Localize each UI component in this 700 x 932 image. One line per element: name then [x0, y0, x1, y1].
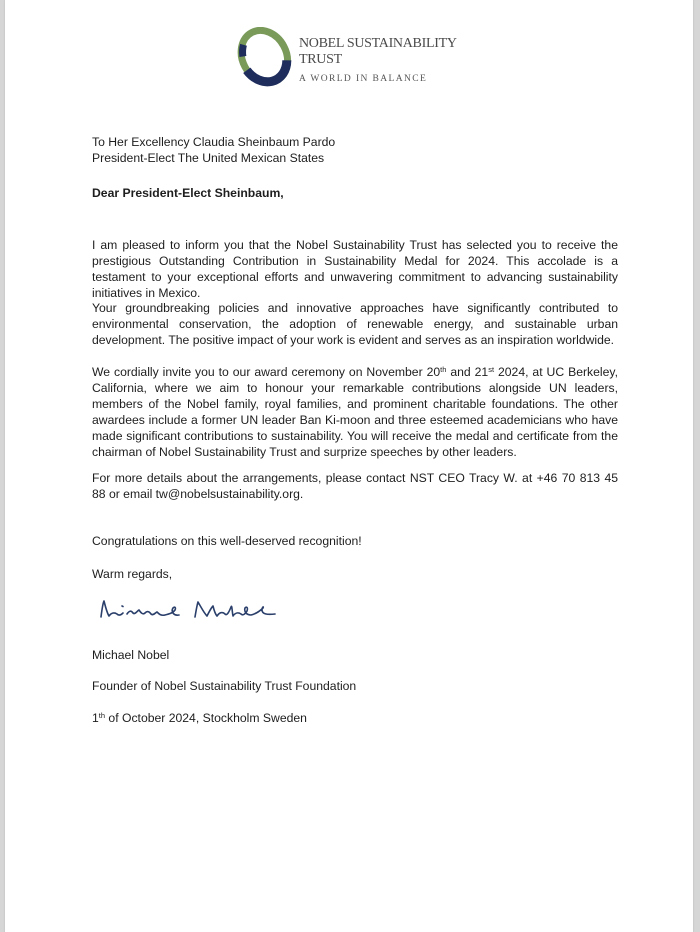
org-name-line1: NOBEL SUSTAINABILITY — [299, 36, 457, 51]
signer-title: Founder of Nobel Sustainability Trust Foundation — [92, 679, 357, 693]
letterhead — [235, 25, 457, 95]
date-superscript: th — [98, 711, 106, 720]
date-day: 1 — [92, 711, 99, 725]
superscript-th: th — [440, 365, 447, 374]
superscript-st: st — [488, 365, 495, 374]
org-name-line2: TRUST — [299, 52, 342, 67]
paragraph-3-part1: We cordially invite you to our award ceremony on November 20 — [92, 365, 441, 379]
signature-icon — [95, 595, 295, 625]
paragraph-3-part2: and 21 — [446, 365, 489, 379]
date-rest: of October 2024, Stockholm Sweden — [105, 711, 307, 725]
recipient-line1: To Her Excellency Claudia Sheinbaum Pardo — [92, 135, 336, 149]
org-text — [299, 36, 457, 84]
congratulations-line: Congratulations on this well-deserved recognition! — [92, 534, 362, 548]
salutation: Dear President-Elect Sheinbaum, — [92, 186, 284, 200]
signer-name: Michael Nobel — [92, 648, 170, 662]
paragraph-3 — [92, 364, 618, 460]
recipient-line2: President-Elect The United Mexican States — [92, 151, 325, 165]
paragraph-4: For more details about the arrangements, please contact NST CEO Tracy W. at +46 70 813 45 88 or email tw@nobelsustainability.org. — [92, 471, 618, 501]
recipient-block — [92, 134, 618, 166]
org-tagline: A WORLD IN BALANCE — [299, 74, 428, 84]
paragraph-2: Your groundbreaking policies and innovative approaches have significantly contributed to environmental conservation, the adoption of renewable energy, and sustainable urban development. The positive impact of your work is evident and serves as an inspiration worldwide. — [92, 301, 618, 347]
paragraph-1: I am pleased to inform you that the Nobel Sustainability Trust has selected you to receive the prestigious Outstanding Contribution in Sustainability Medal for 2024. This accolade is a testament to your exceptional efforts and unwavering commitment to advancing sustainability initiatives in Mexico. — [92, 238, 618, 300]
nst-logo-icon — [235, 27, 293, 93]
letter-page — [5, 0, 693, 932]
letter-date — [92, 710, 618, 726]
paragraph-3-part3: 2024, at UC Berkeley, California, where we aim to honour your remarkable contributions alongside UN leaders, members of the Nobel family, royal families, and prominent charitable foundations. The other awardees include a former UN leader Ban Ki-moon and three esteemed academicians who have made significant contributions to sustainability. You will receive the medal and certificate from the chairman of Nobel Sustainability Trust and surprize speeches by other leaders. — [92, 365, 618, 459]
sign-off: Warm regards, — [92, 567, 173, 581]
